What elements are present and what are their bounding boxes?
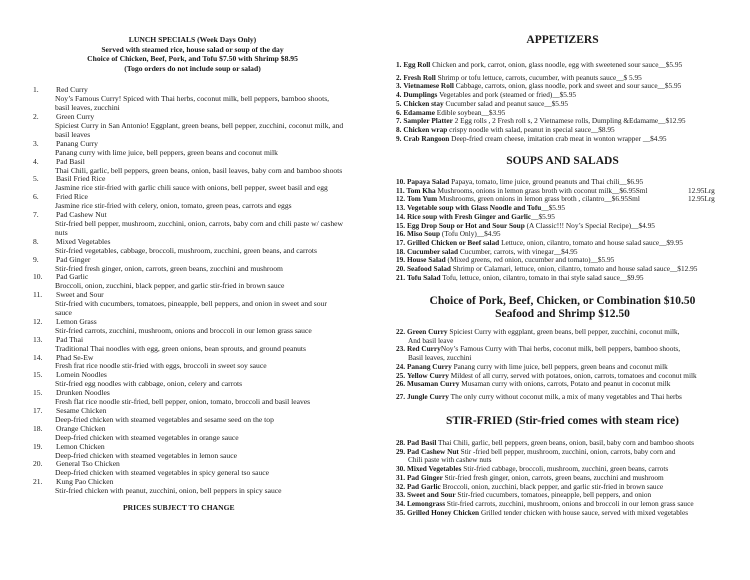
item-number: 5. [396, 98, 402, 108]
item-number: 19. [396, 255, 406, 265]
item-number: 15. [33, 388, 43, 398]
item-name: Chicken stay [403, 98, 444, 108]
item-name: Tom Kha [406, 185, 436, 195]
item-number: 8. [33, 236, 39, 246]
item-number: 13. [396, 203, 406, 213]
item-number: 1. [396, 60, 402, 69]
item-name: Miso Soup [406, 229, 441, 239]
item-description: Fresh flat rice noodle stir-fried, bell pepper, onion, tomato, broccoli and basil leaves [55, 397, 311, 407]
appetizers-title: APPETIZERS [526, 34, 599, 46]
item-name: Seafood Salad [406, 264, 451, 274]
item-description: Stir-fried chicken with peanut, zucchini, onion, bell peppers in spicy sauce [55, 486, 282, 496]
item-description: Papaya, tomato, lime juice, ground peanuts and Thai chili__$6.95 [449, 177, 644, 186]
item-name: Sweet and Sour [56, 290, 104, 300]
large-size-price: 12.95Lrg [688, 185, 715, 195]
item-number: 20. [396, 264, 406, 274]
item-number: 11. [33, 290, 43, 300]
item-description: Panang curry with lime juice, bell peppers, green beans and coconut milk [451, 361, 668, 371]
item-name: Panang Curry [406, 361, 452, 371]
item-description: The only curry without coconut milk, a mix of many vegetables and Thai herbs [448, 391, 682, 401]
item-name: Yellow Curry [406, 370, 449, 380]
item-name: Pad Cashew Nut [406, 446, 459, 456]
item-description: Edible soybean__$3.95 [434, 107, 506, 117]
item-name: Pad Thai [56, 334, 84, 344]
soups-salads-item [396, 195, 741, 204]
item-name: Jungle Curry [406, 391, 449, 401]
item-number: 6. [396, 107, 402, 117]
lunch-special-item [0, 256, 375, 274]
item-number: 25. [396, 370, 406, 380]
item-name: House Salad [406, 255, 446, 265]
item-number: 8. [396, 124, 402, 134]
item-number: 32. [396, 481, 406, 491]
item-number: 13. [33, 334, 43, 344]
item-number: 17. [396, 237, 406, 247]
item-name: Pad Cashew Nut [56, 210, 107, 220]
item-name: Vietnamese Roll [403, 81, 454, 91]
item-description: Noy’s Famous Curry with Thai herbs, coconut milk, bell peppers, bamboo shoots, [440, 344, 681, 354]
item-description: Musaman curry with onions, carrots, Potato and peanut in coconut milk [459, 379, 671, 389]
lunch-special-item [0, 318, 375, 336]
item-description: Spiciest Curry with eggplant, green beans, bell pepper, zucchini, coconut milk, [447, 327, 680, 336]
item-description: Stir-fried with cucumbers, tomatoes, pineapple, bell peppers, and onion in sweet and sour sauce [55, 299, 327, 318]
item-number: 12. [33, 316, 43, 326]
item-name: Chicken wrap [403, 124, 448, 134]
item-description: Stir-fried fresh ginger, onion, carrots, green beans, zucchini and mushroom [442, 472, 664, 482]
item-name: Dumplings [403, 90, 438, 100]
item-number: 14. [396, 211, 406, 221]
item-description-continued: Chili paste with cashew nuts [408, 455, 492, 465]
item-number: 5. [33, 174, 39, 184]
lunch-specials-header [10, 35, 375, 73]
curries-item [396, 345, 741, 362]
item-name: Cucumber salad [406, 246, 459, 256]
item-number: 12. [396, 194, 406, 204]
lunch-special-item [0, 238, 375, 256]
lunch-special-item [0, 193, 375, 211]
lunch-specials-pricing: Choice of Chicken, Beef, Pork, and Tofu $7.50 with Shrimp $8.95 [87, 54, 298, 64]
lunch-specials-subtitle: Served with steamed rice, house salad or soup of the day [101, 44, 284, 54]
item-description: Deep-fried chicken with steamed vegetables and sesame seed on the top [55, 414, 274, 424]
item-number: 14. [33, 352, 43, 362]
curries-title-line1: Choice of Pork, Beef, Chicken, or Combination $10.50 [429, 295, 696, 307]
item-number: 3. [396, 81, 402, 91]
item-name: Pad Garlic [56, 272, 89, 282]
item-name: Kung Pao Chicken [56, 477, 114, 487]
appetizers-list [396, 61, 741, 143]
item-description: Chicken and pork, carrot, onion, glass noodle, egg with sweetened sour sauce__$5.95 [430, 60, 683, 69]
item-number: 21. [396, 272, 406, 282]
item-number: 11. [396, 185, 405, 195]
item-description-continued: And basil leave [408, 335, 454, 345]
stir-fried-list [396, 439, 741, 517]
item-description: Mushrooms, green onions in lemon grass broth , cilantro__$6.95Sml [437, 194, 640, 204]
item-number: 2. [33, 112, 39, 122]
item-number: 30. [396, 464, 406, 474]
item-description: Stir-fried fresh ginger, onion, carrots, green beans, zucchini and mushroom [55, 263, 283, 273]
item-description: Grilled tender chicken with house sauce, served with mixed vegetables [479, 507, 689, 517]
item-number: 9. [33, 254, 39, 264]
lunch-special-item [0, 478, 375, 496]
item-description: Mushrooms, onions in lemon grass broth with coconut milk__$6.95Sml [435, 185, 648, 195]
item-name: Egg Drop Soup or Hot and Sour Soup [406, 220, 525, 230]
item-name: Mixed Vegetables [406, 464, 462, 474]
lunch-special-item [0, 175, 375, 193]
item-number: 33. [396, 490, 406, 500]
item-name: Lemongrass [406, 498, 446, 508]
soups-salads-list [396, 178, 741, 282]
item-name: Basil Fried Rice [56, 174, 106, 184]
item-description: Mildest of all curry, served with potatoes, onion, carrots, tomatoes and coconut milk [448, 370, 697, 380]
item-name: Pad Basil [56, 156, 85, 166]
lunch-special-item [0, 86, 375, 113]
stir-fried-item [396, 509, 741, 518]
curries-item [396, 328, 741, 345]
item-name: Green Curry [56, 112, 95, 122]
lunch-special-item [0, 211, 375, 238]
lunch-special-item [0, 425, 375, 443]
item-name: Lomein Noodles [56, 370, 107, 380]
curries-item [396, 380, 741, 389]
item-name: Fried Rice [56, 192, 88, 202]
item-description: Spiciest Curry in San Antonio! Eggplant, green beans, bell pepper, zucchini, coconut milk, and basil leaves [55, 121, 344, 139]
item-description: Stir-fried vegetables, cabbage, broccoli, mushroom, zucchini, green beans, and carrots [55, 245, 317, 255]
item-description: Stir-fried carrots, zucchini, mushroom, onions and broccoli in our lemon grass sauce [445, 498, 694, 508]
item-description: __$5.95 [541, 203, 566, 213]
item-description: __$5.95 [531, 211, 555, 221]
item-name: Rice soup with Fresh Ginger and Garlic [406, 211, 532, 221]
lunch-special-item [0, 389, 375, 407]
item-number: 9. [396, 133, 402, 143]
item-number: 21. [33, 477, 43, 487]
item-description: Tofu, lettuce, onion, cilantro, tomato in thai style salad sauce__$9.95 [440, 272, 644, 282]
lunch-special-item [0, 460, 375, 478]
lunch-special-item [0, 158, 375, 176]
item-number: 18. [396, 246, 406, 256]
lunch-special-item [0, 140, 375, 158]
item-number: 4. [396, 90, 402, 100]
item-description: Cabbage, carrots, onion, glass noodle, pork and sweet and sour sauce__$5.95 [453, 81, 682, 91]
item-description: Lettuce, onion, cilantro, tomato and house salad sauce__$9.95 [499, 237, 683, 247]
item-number: 16. [396, 229, 406, 239]
lunch-special-item [0, 273, 375, 291]
item-number: 18. [33, 423, 43, 433]
item-description: Stir-fried cabbage, broccoli, mushroom, zucchini, green beans, carrots [461, 464, 669, 474]
item-description: (A Classic!!! Noy’s Special Recipe)__$4.95 [524, 220, 655, 230]
item-number: 31. [396, 472, 406, 482]
item-number: 23. [396, 344, 406, 354]
item-description: Noy’s Famous Curry! Spiced with Thai herbs, coconut milk, bell peppers, bamboo shoots, basil leaves, zucchini [55, 94, 330, 113]
item-description: Deep-fried cream cheese, imitation crab meat in wonton wrapper __$4.95 [449, 133, 667, 143]
item-description: Stir-fried egg noodles with cabbage, onion, celery and carrots [55, 379, 243, 389]
item-name: Tom Yum [406, 194, 438, 204]
item-description: Panang curry with lime juice, bell peppers, green beans and coconut milk [55, 147, 278, 157]
prices-subject-to-change-note: PRICES SUBJECT TO CHANGE [123, 503, 235, 512]
item-number: 2. [396, 72, 402, 82]
lunch-specials-title: LUNCH SPECIALS (Week Days Only) [128, 35, 257, 44]
lunch-special-item [0, 113, 375, 140]
item-name: Sweet and Sour [406, 490, 456, 500]
item-number: 6. [33, 192, 39, 202]
item-name: Lemon Grass [56, 316, 97, 326]
lunch-special-item [0, 291, 375, 318]
item-name: Sampler Platter [403, 116, 453, 126]
item-name: Drunken Noodles [56, 388, 110, 398]
item-description: Stir-fried carrots, zucchini, mushroom, onions and broccoli in our lemon grass sauce [55, 325, 312, 335]
item-name: Papaya Salad [406, 177, 450, 186]
item-description: Jasmine rice stir-fried with celery, onion, tomato, green peas, carrots and eggs [55, 201, 292, 211]
item-description: crispy noodle with salad, peanut in special sauce__$8.95 [447, 124, 615, 134]
item-name: Pad Ginger [406, 472, 443, 482]
item-name: Red Curry [56, 85, 88, 95]
item-number: 28. [396, 438, 406, 447]
item-name: Mixed Vegetables [56, 236, 111, 246]
item-name: Crab Rangoon [403, 133, 450, 143]
item-description: Broccoli, onion, zucchini, black pepper, and garlic stir-fried in brown sauce [55, 281, 285, 291]
item-name: Orange Chicken [56, 423, 106, 433]
item-name: Phad Se-Ew [56, 352, 94, 362]
item-description: (Mixed greens, red onion, cucumber and tomato)__$5.95 [445, 255, 615, 265]
item-name: Pad Garlic [406, 481, 441, 491]
item-description: Traditional Thai noodles with egg, green onions, bean sprouts, and ground peanuts [55, 343, 306, 353]
item-number: 24. [396, 361, 406, 371]
lunch-specials-section [0, 35, 375, 512]
item-number: 3. [33, 138, 39, 148]
lunch-specials-togo-note: (Togo orders do not include soup or salad) [124, 63, 261, 73]
item-description: Shrimp or tofu lettuce, carrots, cucumber, with peanuts sauce__$ 5.95 [435, 72, 642, 82]
curries-title-line2: Seafood and Shrimp $12.50 [495, 308, 630, 320]
curries-list [396, 328, 741, 402]
item-name: Pad Basil [406, 438, 437, 447]
item-description: Fresh frat rice noodle stir-fried with eggs, broccoli in sweet soy sauce [55, 361, 267, 371]
soups-salads-item [396, 274, 741, 283]
item-name: Grilled Honey Chicken [406, 507, 480, 517]
large-size-price: 12.95Lrg [688, 194, 715, 204]
stir-fried-item [396, 448, 741, 465]
item-number: 19. [33, 441, 43, 451]
item-name: Pad Ginger [56, 254, 91, 264]
appetizers-item [396, 61, 741, 70]
lunch-special-item [0, 443, 375, 461]
item-description: (Tofu Only)__$4.95 [440, 229, 501, 239]
item-number: 4. [33, 156, 39, 166]
item-description: 2 Egg rolls , 2 Fresh roll s, 2 Vietnamese rolls, Dumpling &Edamame__$12.95 [452, 116, 686, 126]
item-number: 35. [396, 507, 406, 517]
item-number: 17. [33, 406, 43, 415]
item-number: 29. [396, 446, 406, 456]
item-name: Egg Roll [403, 60, 431, 69]
item-description: Deep-fried chicken with steamed vegetables in orange sauce [55, 432, 239, 442]
curries-title [375, 295, 750, 321]
item-name: Sesame Chicken [56, 406, 107, 415]
item-number: 10. [33, 272, 43, 282]
item-number: 15. [33, 370, 43, 380]
item-name: Red Curry [406, 344, 441, 354]
item-description-continued: Basil leaves, zucchini [408, 353, 472, 363]
item-name: Edamame [403, 107, 435, 117]
item-name: General Tso Chicken [56, 459, 120, 469]
item-number: 26. [396, 379, 406, 389]
item-number: 7. [33, 210, 39, 220]
item-description: Vegetables and pork (steamed or fried)__$5.95 [437, 90, 577, 100]
appetizers-item [396, 135, 741, 144]
lunch-special-item [0, 371, 375, 389]
item-name: Panang Curry [56, 138, 98, 148]
item-description: Deep-fried chicken with steamed vegetables in spicy general tso sauce [55, 468, 270, 478]
item-name: Tofu Salad [406, 272, 441, 282]
item-description: Cucumber, carrots, with vinegar__$4.95 [458, 246, 578, 256]
item-number: 34. [396, 498, 406, 508]
soups-salads-title: SOUPS AND SALADS [506, 155, 619, 167]
item-description: Deep-fried chicken with steamed vegetables in lemon sauce [55, 450, 237, 460]
item-description: Thai Chili, garlic, bell peppers, green beans, onion, basil leaves, baby corn and bamboo shoots [55, 165, 343, 175]
item-name: Vegetable soup with Glass Noodle and Tofu [406, 203, 542, 213]
lunch-special-item [0, 354, 375, 372]
item-description: Stir -fried bell pepper, mushroom, zucchini, onion, carrots, baby corn and [458, 446, 676, 456]
item-description: Broccoli, onion, zucchini, black pepper, and garlic stir-fried in brown sauce [440, 481, 664, 491]
item-description: Jasmine rice stir-fried with garlic chili sauce with onions, bell pepper, sweet basil and egg [55, 183, 328, 193]
item-number: 10. [396, 177, 406, 186]
curries-item [396, 393, 741, 402]
item-number: 15. [396, 220, 406, 230]
item-name: Musaman Curry [406, 379, 460, 389]
item-number: 7. [396, 116, 402, 126]
item-number: 20. [33, 459, 43, 469]
item-description: Shrimp or Calamari, lettuce, onion, cilantro, tomato and house salad sauce__$12.95 [450, 264, 698, 274]
lunch-specials-list [0, 86, 375, 496]
item-name: Grilled Chicken or Beef salad [406, 237, 500, 247]
item-number: 27. [396, 391, 406, 401]
item-description: Thai Chili, garlic, bell peppers, green beans, onion, basil, baby corn and bamboo shoots [436, 438, 694, 447]
item-number: 22. [396, 327, 406, 336]
item-description: Stir-fried cucumbers, tomatoes, pineapple, bell peppers, and onion [455, 490, 652, 500]
item-name: Fresh Roll [403, 72, 436, 82]
item-number: 1. [33, 85, 39, 95]
item-name: Green Curry [406, 327, 448, 336]
item-description: Cucumber salad and peanut sauce__$5.95 [443, 98, 569, 108]
item-description: Stir-fried bell pepper, mushroom, zucchini, onion, carrots, baby corn and chili paste w/ cashew nuts [55, 218, 344, 237]
stir-fried-title: STIR-FRIED (Stir-fried comes with steam rice) [445, 415, 680, 427]
lunch-special-item [0, 336, 375, 354]
lunch-special-item [0, 407, 375, 425]
item-name: Lemon Chicken [56, 441, 105, 451]
